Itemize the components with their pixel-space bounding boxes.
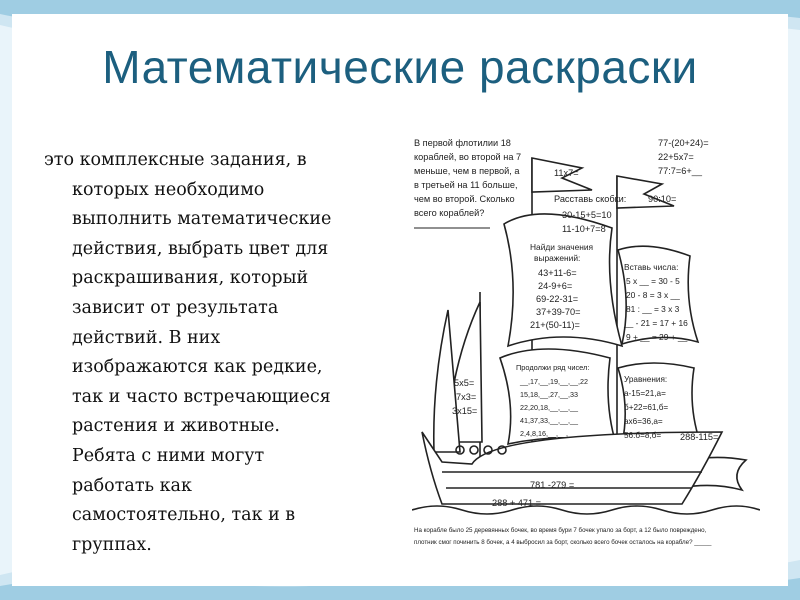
sail-eq-line: 56:б=8,б= bbox=[624, 431, 662, 440]
footer-problem-line: На корабле было 25 деревянных бочек, во время бури 7 бочек упало за борт, а 12 было повреждено, bbox=[414, 527, 707, 534]
sail-insert-line: 9 + __ = 29 + __ bbox=[626, 332, 688, 342]
sail-values-line: 21+(50-11)= bbox=[530, 320, 580, 330]
body-line: действий. В них bbox=[72, 327, 221, 348]
problem-line: меньше, чем в первой, а bbox=[414, 166, 520, 176]
small-sail-line: 7x3= bbox=[456, 392, 477, 402]
sail-insert-line: 81 : __ = 3 x 3 bbox=[626, 304, 680, 314]
body-line: самостоятельно, так и в bbox=[72, 505, 296, 526]
brackets-line: 11-10+7=8 bbox=[562, 224, 606, 234]
problem-line: всего кораблей? bbox=[414, 208, 485, 218]
hull-mid-label: 781 -279 = bbox=[530, 480, 575, 490]
flag-left-label: 11x7= bbox=[554, 168, 579, 178]
body-line: это комплексные задания, в bbox=[44, 150, 307, 170]
problem-line: кораблей, во второй на 7 bbox=[414, 152, 522, 162]
problem-line: в третьей на 11 больше, bbox=[414, 180, 518, 190]
sail-series-line: 41,37,33,__,__,__ bbox=[520, 416, 578, 425]
sail-values-title: Найди значения bbox=[530, 242, 594, 252]
sail-eq-title: Уравнения: bbox=[624, 375, 668, 384]
top-right-line: 77-(20+24)= bbox=[658, 138, 709, 148]
problem-line: чем во второй. Сколько bbox=[414, 194, 515, 204]
sail-eq-line: ах6=36,а= bbox=[624, 417, 663, 426]
problem-line: В первой флотилии 18 bbox=[414, 138, 511, 148]
body-line: так и часто встречающиеся bbox=[72, 386, 331, 407]
sail-values-title: выражений: bbox=[534, 253, 581, 263]
flag-right-label: 90:10= bbox=[648, 194, 677, 204]
brackets-title: Расставь скобки: bbox=[554, 194, 627, 204]
sail-insert-title: Вставь числа: bbox=[624, 262, 679, 272]
body-line: зависит от результата bbox=[72, 297, 279, 318]
sail-series-title: Продолжи ряд чисел: bbox=[516, 363, 590, 372]
ship-drawing bbox=[412, 132, 760, 556]
slide-body-text bbox=[44, 146, 384, 560]
small-sail-line: 3x15= bbox=[452, 406, 478, 416]
top-right-line: 77:7=6+__ bbox=[658, 166, 702, 176]
body-line: группах. bbox=[72, 534, 152, 555]
body-line: которых необходимо bbox=[72, 179, 265, 200]
sail-series-line: 15,18,__,27,__,33 bbox=[520, 390, 578, 399]
body-line: изображаются как редкие, bbox=[72, 357, 323, 378]
sail-series-line: 2,4,8,16,__,__,__ bbox=[520, 429, 576, 438]
sail-insert-line: __ - 21 = 17 + 16 bbox=[624, 318, 688, 328]
sail-values-line: 37+39-70= bbox=[536, 307, 581, 317]
sail-values-line: 43+11-6= bbox=[538, 268, 577, 278]
top-right-line: 22+5x7= bbox=[658, 152, 694, 162]
ship-coloring-page bbox=[412, 132, 760, 556]
body-line: выполнить математические bbox=[72, 209, 332, 230]
body-line: раскрашивания, который bbox=[72, 268, 309, 289]
sail-eq-line: а-15=21,а= bbox=[624, 389, 666, 398]
small-sail-line: 5x5= bbox=[454, 378, 475, 388]
sail-series-line: 22,20,18,__,__,__ bbox=[520, 403, 578, 412]
brackets-line: 30-15+5=10 bbox=[562, 210, 612, 220]
body-line: Ребята с ними могут bbox=[72, 445, 265, 466]
footer-problem-line: плотник смог починить 8 бочек, а 4 выбросил за борт, сколько всего бочек осталось на корабле? _____ bbox=[414, 539, 712, 546]
sail-values-line: 24-9+6= bbox=[538, 281, 573, 291]
sail-values-line: 69-22-31= bbox=[536, 294, 579, 304]
body-line: растения и животные. bbox=[72, 416, 280, 437]
sail-insert-line: 20 - 8 = 3 x __ bbox=[626, 290, 680, 300]
body-line: действия, выбрать цвет для bbox=[72, 238, 329, 259]
sail-series-line: __,17,__,19,__,__,22 bbox=[520, 377, 588, 386]
body-line: работать как bbox=[72, 475, 192, 496]
slide-title: Математические раскраски bbox=[102, 41, 698, 93]
hull-right-label: 288-115= bbox=[680, 432, 719, 442]
hull-bottom-label: 288 + 471 = bbox=[492, 498, 542, 508]
sail-eq-line: б+22=61,б= bbox=[624, 403, 669, 412]
sail-insert-line: 5 x __ = 30 - 5 bbox=[626, 276, 680, 286]
